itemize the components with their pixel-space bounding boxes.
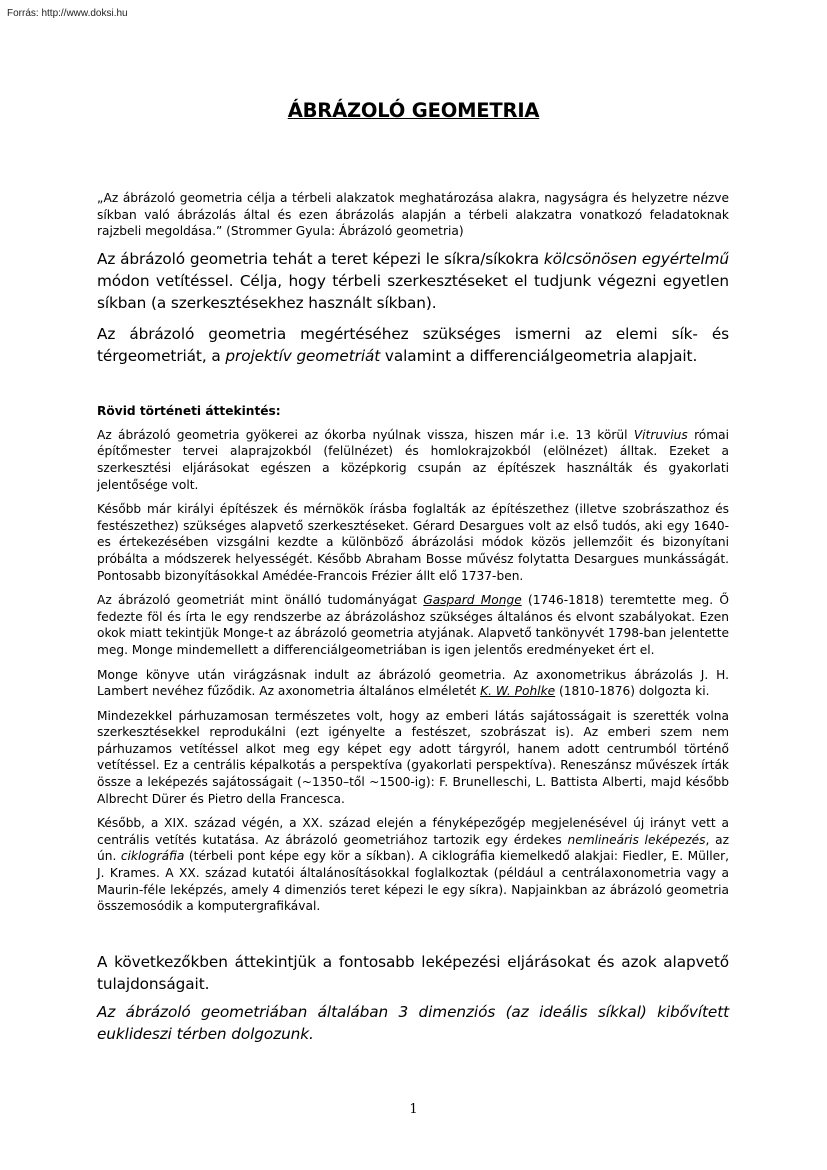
page-number: 1: [409, 1102, 418, 1117]
intro-paragraph-2: Az ábrázoló geometria megértéséhez szükséges ismerni az elemi sík- és térgeometriát, a projektív geometriát valamint a differenciálgeometria alapjait.: [97, 324, 729, 365]
section-heading: Rövid történeti áttekintés:: [97, 403, 281, 418]
history-paragraph-6: Később, a XIX. század végén, a XX. század elején a fényképezőgép megjelenésével új irányt vett a centrális vetítés kutatása. Az ábrázoló geometriához tartozik egy érdekes nemlineáris leképezés, az ún. ciklográfia (térbeli pont képe egy kör a síkban). A ciklográfia kiemelkedő alakjai: Fiedler, E. Müller, J. Krames. A XX. század kutatói általánosításokkal foglalkoztak (például a centrálaxonometria vagy a Maurin-féle leképzés, amely 4 dimenziós teret képezi le egy síkra). Napjainkban az ábrázoló geometria összemosódik a komputergrafikával.: [97, 816, 729, 914]
emphasis-text: Vitruvius: [633, 427, 688, 442]
emphasis-text: ciklográfia: [120, 849, 185, 864]
closing-paragraph-1: A következőkben áttekintjük a fontosabb leképezési eljárásokat és azok alapvető tulajdonságait.: [97, 952, 729, 993]
pohlke-link[interactable]: K. W. Pohlke: [480, 684, 556, 699]
monge-link[interactable]: Gaspard Monge: [423, 593, 522, 608]
page-title: ÁBRÁZOLÓ GEOMETRIA: [287, 99, 540, 122]
opening-quote: „Az ábrázoló geometria célja a térbeli alakzatok meghatározása alakra, nagyságra és helyzetre nézve síkban való ábrázolás által és ezen ábrázolás alapján a térbeli alakzatra vonatkozó feladatoknak rajzbeli megoldása.” (Strommer Gyula: Ábrázoló geometria): [97, 191, 729, 239]
emphasis-text: projektív geometriát: [225, 346, 381, 365]
emphasis-text: nemlineáris leképezés: [567, 832, 706, 847]
closing-paragraph-2: Az ábrázoló geometriában általában 3 dimenziós (az ideális síkkal) kibővített euklideszi térben dolgozunk.: [97, 1002, 729, 1043]
document-body: [97, 190, 729, 1045]
emphasis-text: kölcsönösen egyértelmű: [543, 249, 729, 268]
history-paragraph-5: Mindezekkel párhuzamosan természetes volt, hogy az emberi látás sajátosságait is szerették volna szerkesztésekkel reprodukálni (ezt igényelte a festészet, szobrászat is). Az emberi szem nem párhuzamos vetítéssel alkot meg egy képet egy adott tárgyról, hanem adott centrumból történő vetítéssel. Ez a centrális képalkotás a perspektíva (gyakorlati perspektíva). Reneszánsz művészek írták össze a leképezés sajátosságait (~1350–től ~1500-ig): F. Brunelleschi, L. Battista Alberti, majd később Albrecht Dürer és Pietro della Francesca.: [97, 708, 729, 806]
history-paragraph-1: Az ábrázoló geometria gyökerei az ókorba nyúlnak vissza, hiszen már i.e. 13 körül Vitruvius római építőmester tervei alaprajzokból (felülnézet) és homlokrajzokból (elölnézet) álltak. Ezeket a szerkesztési eljárásokat egészen a középkorig csupán az építészek használták és gyakorlati jelentősége volt.: [97, 427, 729, 492]
history-paragraph-4: Monge könyve után virágzásnak indult az ábrázoló geometria. Az axonometrikus ábrázolás J. H. Lambert nevéhez fűződik. Az axonometria általános elméletét K. W. Pohlke (1810-1876) dolgozta ki.: [97, 667, 729, 699]
history-paragraph-2: Később már királyi építészek és mérnökök írásba foglalták az építészethez (illetve szobrászathoz és festészethez) szükséges alapvető szerkesztéseket. Gérard Desargues volt az első tudós, aki egy 1640-es értekezésében vizsgálni kezdte a különböző ábrázolási módok közös jellemzőit és bizonyítani próbálta a módszerek helyességét. Később Abraham Bosse művész folytatta Desargues munkásságát. Pontosabb bizonyításokkal Amédée-Francois Frézier állt elő 1737-ben.: [97, 502, 729, 583]
intro-paragraph-1: Az ábrázoló geometria tehát a teret képezi le síkra/síkokra kölcsönösen egyértelmű módon vetítéssel. Célja, hogy térbeli szerkesztéseket el tudjunk végezni egyetlen síkban (a szerkesztésekhez használt síkban).: [97, 249, 729, 312]
history-paragraph-3: Az ábrázoló geometriát mint önálló tudományágat Gaspard Monge (1746-1818) teremtette meg. Ő fedezte föl és írta le egy rendszerbe az ábrázoláshoz szükséges általános és elvont szabályokat. Ezen okok miatt tekintjük Monge-t az ábrázoló geometria atyjának. Alapvető tankönyvét 1798-ban jelentette meg. Monge mindemellett a differenciálgeometriában is igen jelentős eredményeket ért el.: [97, 593, 730, 657]
source-url: Forrás: http://www.doksi.hu: [7, 8, 128, 19]
